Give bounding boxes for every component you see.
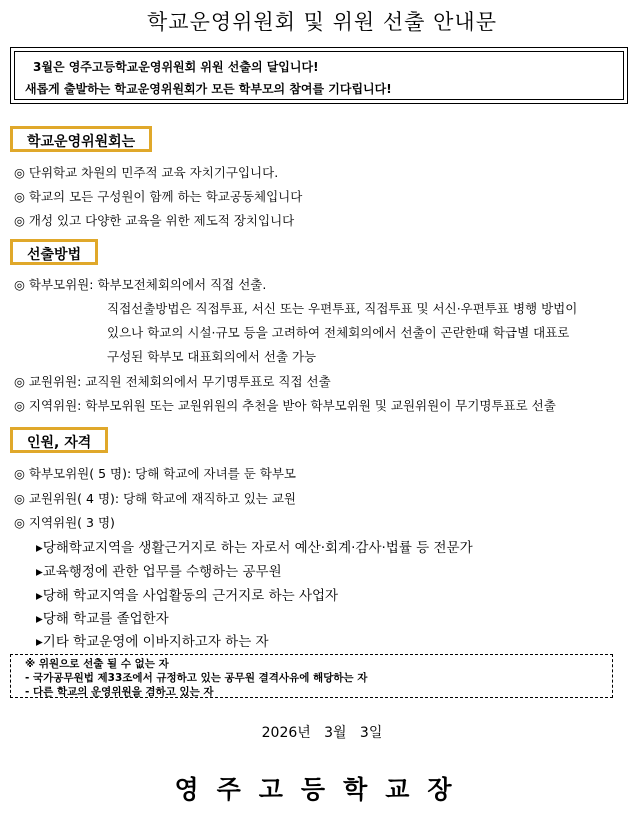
qualification-item: ◎ 학부모위원( 5 명): 당해 학교에 자녀를 둔 학부모 bbox=[14, 466, 296, 481]
committee-item: ◎ 학교의 모든 구성원이 함께 하는 학교공동체입니다 bbox=[14, 189, 303, 204]
intro-box bbox=[10, 47, 628, 104]
note-line: - 국가공무원법 제33조에서 규정하고 있는 공무원 결격사유에 해당하는 자 bbox=[25, 672, 368, 684]
local-member-criterion: ▸당해 학교를 졸업한자 bbox=[36, 611, 169, 627]
document-title: 학교운영위원회 및 위원 선출 안내문 bbox=[147, 10, 497, 34]
election-parent-cont: 직접선출방법은 직접투표, 서신 또는 우편투표, 직접투표 및 서신·우편투표 병행 방법이 bbox=[107, 301, 578, 316]
notice-date: 2026년 3월 3일 bbox=[261, 725, 383, 741]
local-member-criterion: ▸당해학교지역을 생활근거지로 하는 자로서 예산·회계·감사·법률 등 전문가 bbox=[36, 540, 473, 556]
note-heading: ※ 위원으로 선출 될 수 없는 자 bbox=[25, 658, 169, 670]
section-heading-election: 선출방법 bbox=[10, 239, 98, 265]
election-local-line: ◎ 지역위원: 학부모위원 또는 교원위원의 추천을 받아 학부모위원 및 교원위원이 무기명투표로 선출 bbox=[14, 398, 556, 413]
election-parent-cont: 있으나 학교의 시설·규모 등을 고려하여 전체회의에서 선출이 곤란한때 학급별 대표로 bbox=[107, 325, 570, 340]
section-heading-qualification: 인원, 자격 bbox=[10, 427, 108, 453]
intro-line-2: 새롭게 출발하는 학교운영위원회가 모든 학부모의 참여를 기다립니다! bbox=[25, 82, 392, 96]
qualification-item: ◎ 교원위원( 4 명): 당해 학교에 재직하고 있는 교원 bbox=[14, 491, 296, 506]
ineligibility-note bbox=[10, 654, 613, 698]
local-member-criterion: ▸당해 학교지역을 사업활동의 근거지로 하는 사업자 bbox=[36, 588, 339, 604]
intro-line-1: 3월은 영주고등학교운영위원회 위원 선출의 달입니다! bbox=[33, 60, 319, 74]
committee-item: ◎ 개성 있고 다양한 교육을 위한 제도적 장치입니다 bbox=[14, 213, 295, 228]
note-line: - 다른 학교의 운영위원을 겸하고 있는 자 bbox=[25, 686, 214, 698]
principal-signature: 영주고등학교장 bbox=[174, 775, 470, 804]
section-heading-committee: 학교운영위원회는 bbox=[10, 126, 152, 152]
election-parent-cont: 구성된 학부모 대표회의에서 선출 가능 bbox=[107, 349, 317, 364]
local-member-criterion: ▸기타 학교운영에 이바지하고자 하는 자 bbox=[36, 634, 269, 650]
qualification-item: ◎ 지역위원( 3 명) bbox=[14, 515, 115, 530]
committee-item: ◎ 단위학교 차원의 민주적 교육 자치기구입니다. bbox=[14, 165, 279, 180]
election-teacher-line: ◎ 교원위원: 교직원 전체회의에서 무기명투표로 직접 선출 bbox=[14, 374, 331, 389]
local-member-criterion: ▸교육행정에 관한 업무를 수행하는 공무원 bbox=[36, 564, 282, 580]
election-parent-line: ◎ 학부모위원: 학부모전체회의에서 직접 선출. bbox=[14, 277, 267, 292]
